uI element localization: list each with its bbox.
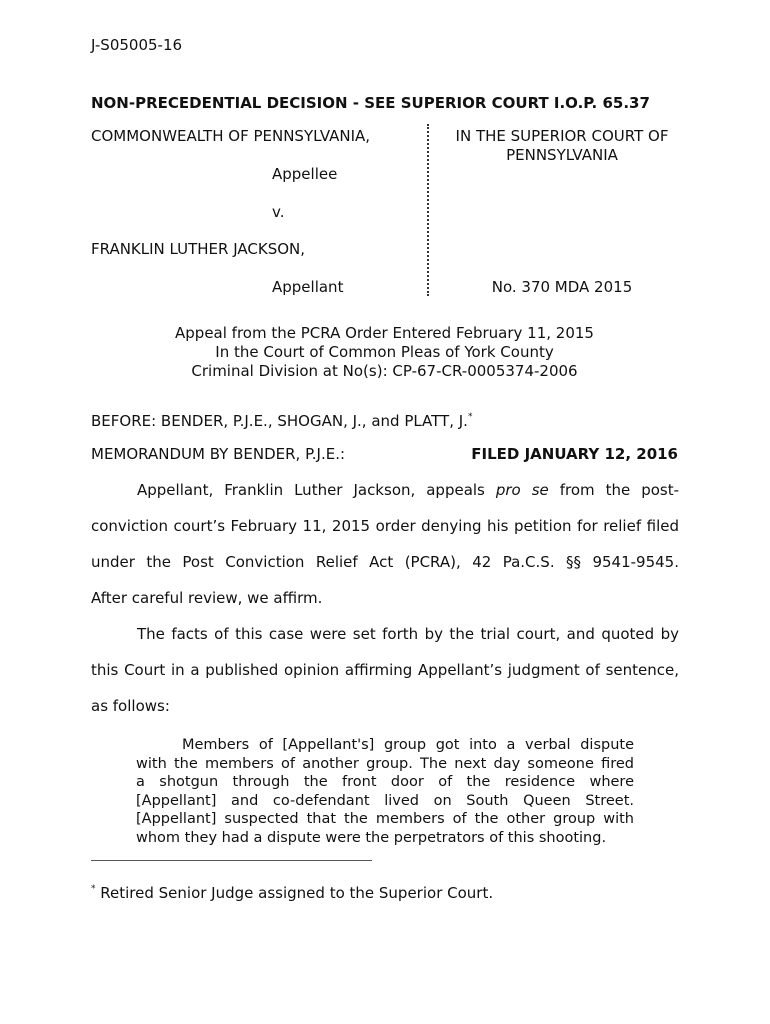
appeal-info-line: In the Court of Common Pleas of York County [215,343,554,361]
footnote-mark: * [467,412,473,422]
emphasis: pro se [495,481,549,499]
text-run: Appellant, Franklin Luther Jackson, appeals [137,481,496,499]
appeal-info-line: Criminal Division at No(s): CP-67-CR-0005374-2006 [191,362,578,380]
paragraph-1 [91,472,679,616]
non-precedential-notice: NON-PRECEDENTIAL DECISION - SEE SUPERIOR COURT I.O.P. 65.37 [91,94,650,112]
caption-party-appellee: COMMONWEALTH OF PENNSYLVANIA, [91,127,371,145]
document-id: J-S05005-16 [91,36,183,54]
footnote-text: Retired Senior Judge assigned to the Superior Court. [95,884,494,902]
paragraph-line: this Court in a published opinion affirming Appellant’s judgment of sentence, [91,661,679,679]
footnote [91,884,493,902]
filed-date: FILED JANUARY 12, 2016 [471,445,678,463]
paragraph-line: The facts of this case were set forth by the trial court, and quoted by [137,625,679,643]
quote-line: with the members of another group. The next day someone fired [136,755,634,772]
quote-line: [Appellant] suspected that the members of the other group with [136,811,634,827]
caption-party-appellant: FRANKLIN LUTHER JACKSON, [91,240,306,258]
caption-court-line2: PENNSYLVANIA [506,146,618,164]
footnote-mark: * [91,884,96,894]
quote-line: Members of [Appellant's] group got into a verbal dispute [182,737,634,753]
caption-court-line1: IN THE SUPERIOR COURT OF [455,127,669,145]
caption-docket-number: No. 370 MDA 2015 [491,278,633,296]
text-run: from the post- [548,481,680,499]
appeal-info [91,324,678,381]
paragraph-line: as follows: [91,697,170,715]
caption-versus: v. [272,203,285,221]
caption-role-appellant: Appellant [272,278,344,296]
block-quote [136,736,634,847]
caption-divider [427,124,429,296]
paragraph-line: After careful review, we affirm. [91,589,323,607]
memorandum-author: MEMORANDUM BY BENDER, P.J.E.: [91,445,346,463]
quote-line: [Appellant] and co-defendant lived on South Queen Street. [136,792,634,809]
caption-role-appellee: Appellee [272,165,338,183]
panel-line [91,412,472,430]
footnote-separator [91,860,372,861]
paragraph-line: conviction court’s February 11, 2015 order denying his petition for relief filed [91,517,679,535]
quote-line: whom they had a dispute were the perpetrators of this shooting. [136,829,607,846]
paragraph-2 [91,616,679,724]
quote-line: a shotgun through the front door of the residence where [136,774,634,790]
appeal-info-line: Appeal from the PCRA Order Entered February 11, 2015 [175,324,594,342]
panel-judges: BEFORE: BENDER, P.J.E., SHOGAN, J., and PLATT, J. [91,412,468,430]
paragraph-line [91,472,679,508]
paragraph-line: under the Post Conviction Relief Act (PCRA), 42 Pa.C.S. §§ 9541-9545. [91,553,679,571]
